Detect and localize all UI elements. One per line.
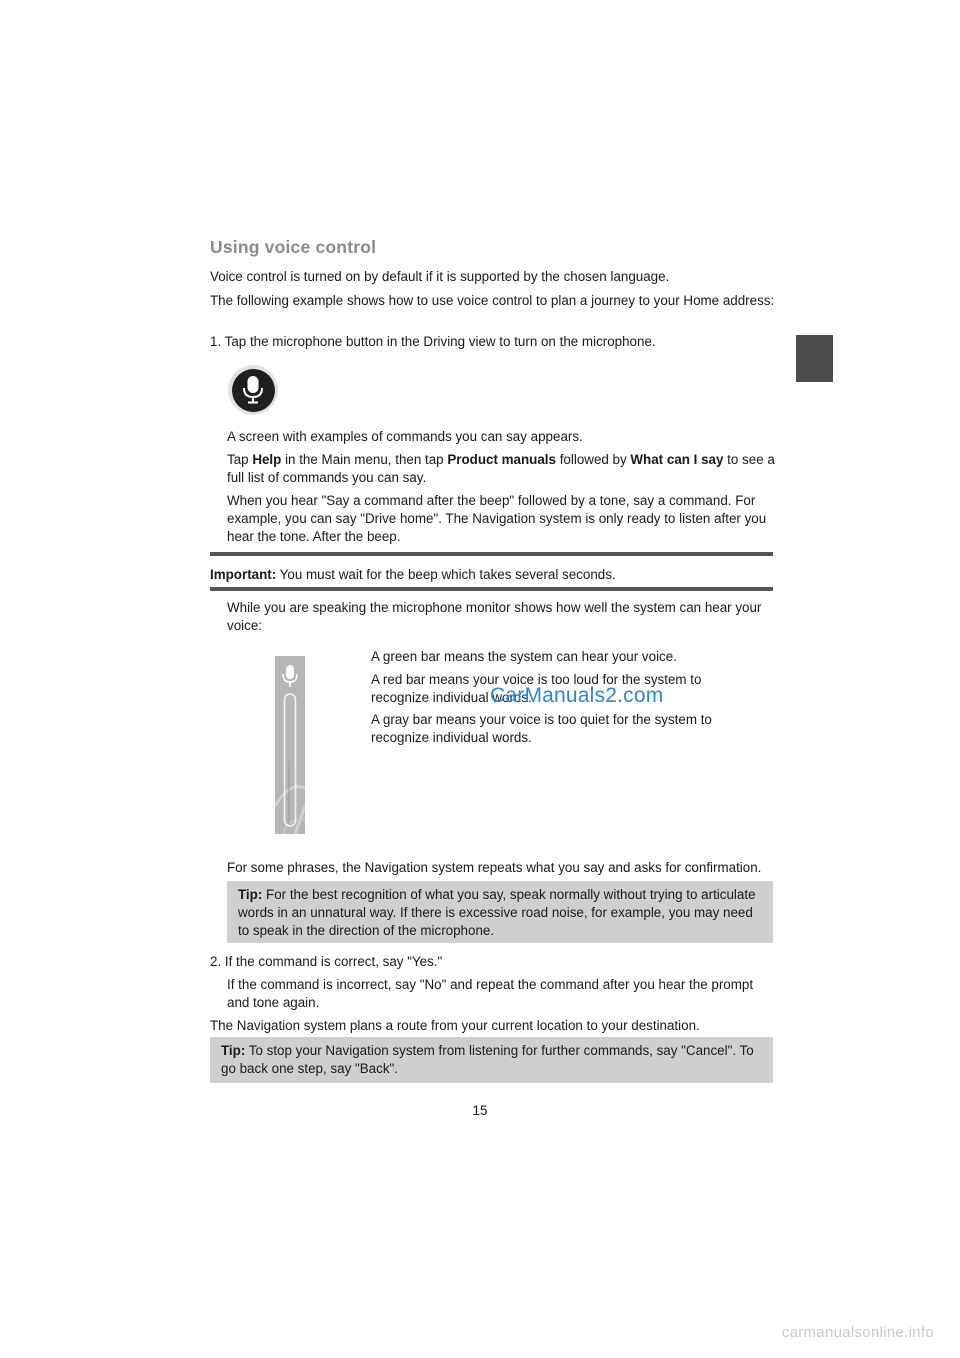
help-instructions: Tap Help in the Main menu, then tap Product manuals followed by What can I say to see a full list of commands you can say. [227, 452, 775, 485]
watermark: CarManuals2.com [490, 684, 664, 707]
microphone-icon [241, 375, 265, 405]
important-rule-bottom [210, 587, 773, 591]
step-2-text: 2. If the command is correct, say "Yes." [210, 954, 443, 969]
tip-box-cancel [210, 1037, 773, 1083]
intro-text: Voice control is turned on by default if it is supported by the chosen language. [210, 269, 670, 284]
tip-box-recognition [227, 881, 773, 943]
chapter-tab [796, 335, 833, 382]
confirmation-text: For some phrases, the Navigation system repeats what you say and asks for confirmation. [227, 860, 762, 875]
tip-cancel-text: Tip: To stop your Navigation system from listening for further commands, say "Cancel". To go back one step, say "Back". [221, 1043, 754, 1076]
important-rule-top [210, 552, 773, 556]
green-bar-text: A green bar means the system can hear your voice. [371, 649, 677, 664]
incorrect-command-text: If the command is incorrect, say "No" and repeat the command after you hear the prompt and tone again. [227, 977, 754, 1010]
page-title: Using voice control [210, 237, 377, 257]
step-1-text: 1. Tap the microphone button in the Driving view to turn on the microphone. [210, 334, 656, 349]
red-bar-text: A red bar means your voice is too loud for the system to recognize individual words. [371, 672, 702, 705]
tip-recognition-text: Tip: For the best recognition of what you say, speak normally without trying to articulate words in an unnatural way. If there is excessive road noise, for example, you may need to speak in the direction of the microphone. [238, 887, 756, 938]
important-note: Important: You must wait for the beep which takes several seconds. [210, 567, 616, 582]
gray-bar-text: A gray bar means your voice is too quiet for the system to recognize individual words. [371, 712, 712, 745]
microphone-monitor [275, 656, 305, 834]
page-number: 15 [472, 1103, 488, 1118]
screen-examples-text: A screen with examples of commands you can say appears. [227, 429, 583, 444]
microphone-monitor-icon [275, 656, 305, 834]
speaking-text: While you are speaking the microphone monitor shows how well the system can hear your voice: [227, 600, 762, 633]
example-intro-text: The following example shows how to use voice control to plan a journey to your Home address: [210, 293, 775, 308]
beep-instructions: When you hear "Say a command after the beep" followed by a tone, say a command. For example, you can say "Drive home". The Navigation system is only ready to listen after you hear the tone. After the beep. [227, 493, 767, 544]
footer-watermark: carmanualsonline.info [781, 1324, 934, 1341]
plans-route-text: The Navigation system plans a route from your current location to your destination. [210, 1018, 700, 1033]
microphone-button [228, 365, 278, 415]
